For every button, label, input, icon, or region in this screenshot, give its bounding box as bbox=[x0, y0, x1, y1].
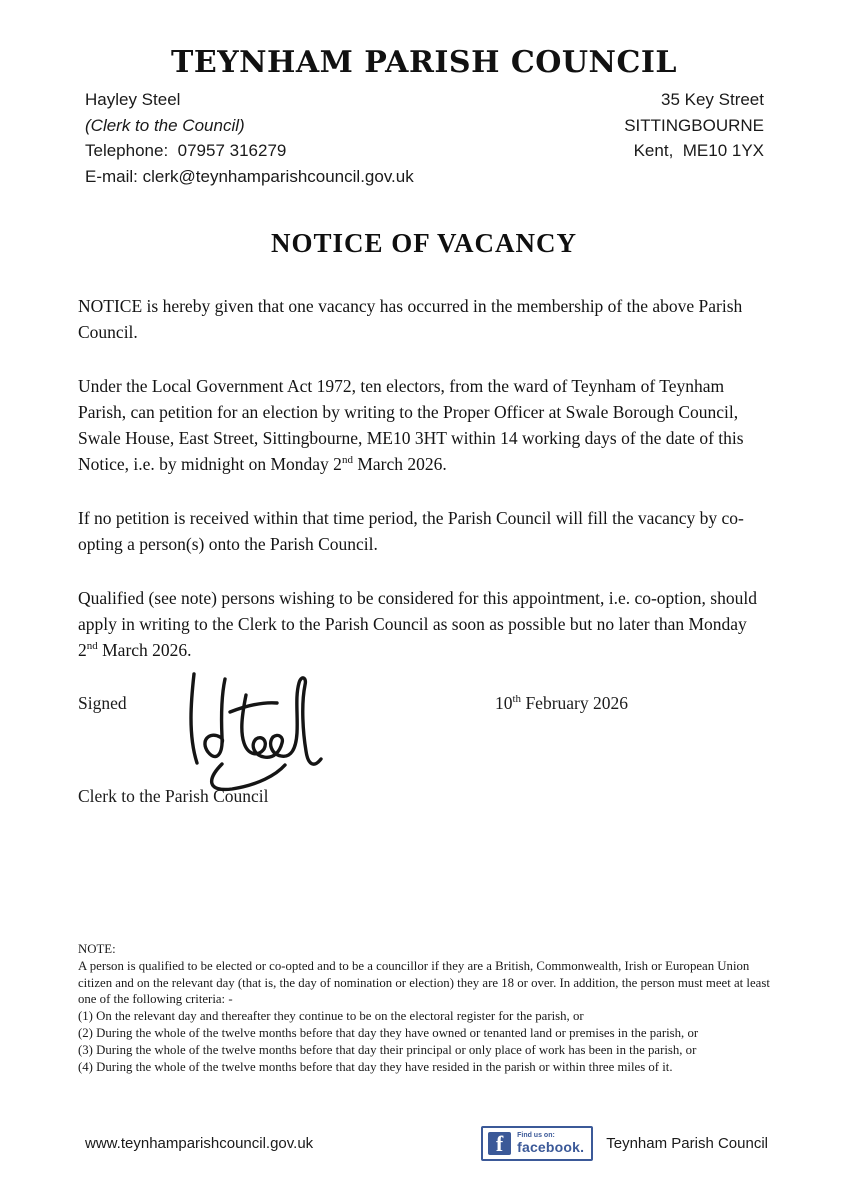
ordinal-suffix: nd bbox=[86, 640, 98, 653]
paragraph-apply-text: Qualified (see note) persons wishing to be considered for this appointment, i.e. co-option, should apply in writing to the Clerk to the Parish Council as soon as possible but no later than Monday 2 bbox=[78, 588, 757, 660]
clerk-role: (Clerk to the Council) bbox=[85, 115, 245, 135]
clerk-title-line: Clerk to the Parish Council bbox=[78, 786, 269, 806]
note-criterion-2: (2) During the whole of the twelve months before that day they have owned or tenanted land or premises in the parish, or bbox=[78, 1025, 699, 1040]
facebook-badge-text bbox=[517, 1132, 584, 1155]
footer-right-cluster bbox=[481, 1126, 768, 1161]
paragraph-apply-date: March 2026. bbox=[97, 640, 192, 660]
clerk-contact-block bbox=[85, 87, 414, 189]
qualification-note bbox=[78, 941, 772, 1075]
paragraph-petition-date: March 2026. bbox=[352, 454, 447, 474]
letterhead bbox=[85, 87, 764, 189]
address-line-3: Kent, ME10 1YX bbox=[633, 141, 764, 160]
footer bbox=[85, 1126, 768, 1161]
website-url: www.teynhamparishcouncil.gov.uk bbox=[85, 1135, 314, 1152]
signature-row bbox=[78, 687, 770, 783]
note-criterion-1: (1) On the relevant day and thereafter they continue to be on the electoral register for the parish, or bbox=[78, 1009, 584, 1024]
note-intro: A person is qualified to be elected or co-opted and to be a councillor if they are a British, Commonwealth, Irish or European Union citizen and on the relevant day (that is, the day of nomination or election) they are 18 or over. In addition, the person must meet at least one of the following criteria: - bbox=[78, 958, 770, 1007]
note-criterion-3: (3) During the whole of the twelve months before that day their principal or only place of work has been in the parish, or bbox=[78, 1042, 697, 1057]
date-day: 10 bbox=[495, 693, 513, 713]
handwritten-signature bbox=[164, 671, 339, 793]
paragraph-petition bbox=[78, 373, 770, 477]
find-us-on-label: Find us on: bbox=[517, 1132, 555, 1139]
footer-council-name: Teynham Parish Council bbox=[606, 1135, 768, 1152]
notice-date bbox=[495, 693, 628, 714]
signed-label: Signed bbox=[78, 693, 127, 713]
note-heading: NOTE: bbox=[78, 942, 116, 956]
paragraph-vacancy: NOTICE is hereby given that one vacancy has occurred in the membership of the above Parish Council. bbox=[78, 296, 743, 342]
telephone-line: Telephone: 07957 316279 bbox=[85, 141, 287, 160]
address-line-1: 35 Key Street bbox=[660, 90, 764, 109]
paragraph-petition-text: Under the Local Government Act 1972, ten electors, from the ward of Teynham of Teynham Parish, can petition for an election by writing to the Proper Officer at Swale Borough Council, Swale House, East Street, Sittingbourne, ME10 3HT within 14 working days of the date of this Notice, i.e. by midnight on Monday 2 bbox=[78, 376, 744, 474]
facebook-wordmark: facebook. bbox=[517, 1139, 585, 1155]
page-title: TEYNHAM PARISH COUNCIL bbox=[171, 45, 677, 80]
clerk-name: Hayley Steel bbox=[85, 90, 181, 109]
paragraph-co-option: If no petition is received within that time period, the Parish Council will fill the vacancy by co-opting a person(s) onto the Parish Council. bbox=[78, 508, 744, 554]
facebook-badge bbox=[481, 1126, 593, 1161]
email-line: E-mail: clerk@teynhamparishcouncil.gov.uk bbox=[85, 166, 414, 186]
council-address-block bbox=[624, 87, 764, 189]
notice-body bbox=[78, 293, 770, 663]
notice-title: NOTICE OF VACANCY bbox=[270, 228, 578, 258]
paragraph-apply bbox=[78, 585, 770, 663]
facebook-icon: f bbox=[488, 1132, 511, 1155]
ordinal-suffix: nd bbox=[341, 454, 353, 467]
date-month-year: February 2026 bbox=[521, 693, 628, 713]
ordinal-suffix: th bbox=[512, 693, 522, 706]
note-criterion-4: (4) During the whole of the twelve months before that day they have resided in the parish or within three miles of it. bbox=[78, 1059, 673, 1074]
address-line-2: SITTINGBOURNE bbox=[624, 115, 764, 135]
